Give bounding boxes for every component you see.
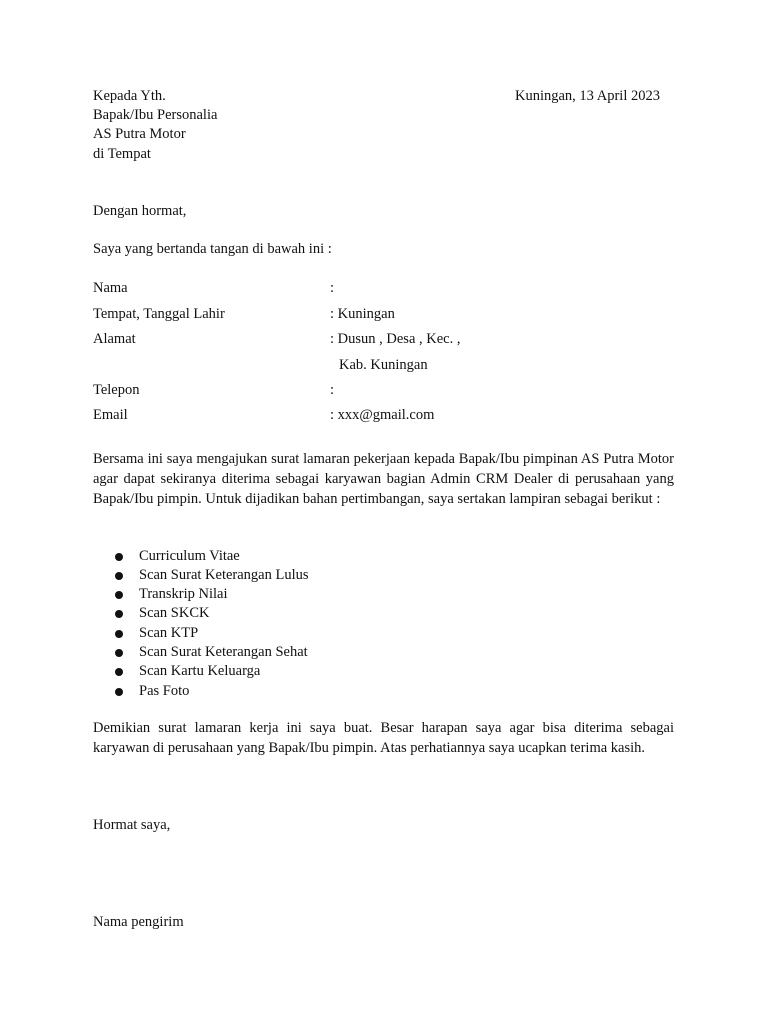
bullet-icon [115,553,123,561]
recipient-line-4: di Tempat [93,146,151,162]
list-item [93,683,493,702]
field-label-birth: Tempat, Tanggal Lahir [93,306,225,322]
bullet-icon [115,630,123,638]
field-value-email: : xxx@gmail.com [330,407,435,423]
list-item-label: Scan Surat Keterangan Sehat [139,644,308,660]
list-item [93,605,493,624]
list-item-label: Transkrip Nilai [139,586,228,602]
date-line: Kuningan, 13 April 2023 [515,88,660,104]
list-item-label: Scan Kartu Keluarga [139,663,261,679]
list-item-label: Curriculum Vitae [139,548,240,564]
field-value-name: : [330,280,335,296]
bullet-icon [115,668,123,676]
bullet-icon [115,649,123,657]
field-value-phone: : [330,382,335,398]
field-label-address: Alamat [93,331,136,347]
list-item-label: Scan Surat Keterangan Lulus [139,567,309,583]
recipient-line-2: Bapak/Ibu Personalia [93,107,218,123]
intro-text: Saya yang bertanda tangan di bawah ini : [93,241,332,257]
bullet-icon [115,610,123,618]
field-value-address-cont: Kab. Kuningan [339,357,428,373]
list-item-label: Scan SKCK [139,605,210,621]
recipient-line-3: AS Putra Motor [93,126,186,142]
list-item [93,625,493,644]
bullet-icon [115,572,123,580]
bullet-icon [115,688,123,696]
list-item [93,548,493,567]
body-paragraph-2: Demikian surat lamaran kerja ini saya buat. Besar harapan saya agar bisa diterima sebagai karyawan di perusahaan yang Bapak/Ibu pimpin. Atas perhatiannya saya ucapkan terima kasih. [93,720,674,756]
list-item-label: Scan KTP [139,625,199,641]
list-item [93,663,493,682]
closing: Hormat saya, [93,817,171,833]
list-item [93,586,493,605]
field-value-address: : Dusun , Desa , Kec. , [330,331,461,347]
body-paragraph-1: Bersama ini saya mengajukan surat lamaran pekerjaan kepada Bapak/Ibu pimpinan AS Putra Motor agar dapat sekiranya diterima sebagai karyawan bagian Admin CRM Dealer di perusahaan yang Bapak/Ibu pimpin. Untuk dijadikan bahan pertimbangan, saya sertakan lampiran sebagai berikut : [93,451,674,507]
field-label-email: Email [93,407,128,423]
bullet-icon [115,591,123,599]
list-item [93,567,493,586]
list-item [93,644,493,663]
signature-name: Nama pengirim [93,914,184,930]
list-item-label: Pas Foto [139,683,190,699]
greeting: Dengan hormat, [93,203,187,219]
recipient-line-1: Kepada Yth. [93,88,166,104]
field-value-birth: : Kuningan [330,306,395,322]
field-label-phone: Telepon [93,382,140,398]
field-label-name: Nama [93,280,128,296]
